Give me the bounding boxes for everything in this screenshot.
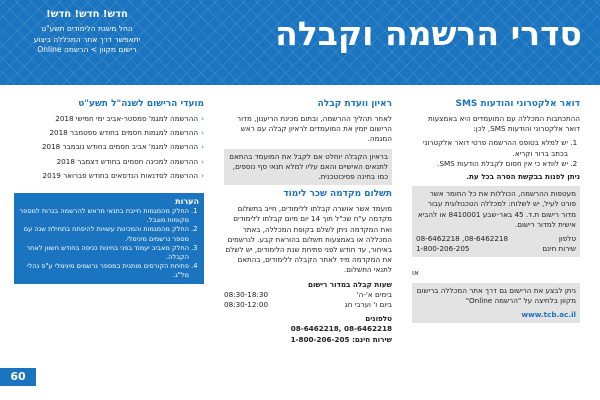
notes-box xyxy=(14,193,204,284)
section-heading-interview: ראיון וועדת קבלה xyxy=(317,99,392,109)
contact-intro: מעטפות ההרשמה, הכוללות את כל החומר אשר פורט לעיל, יש לשלוח: למכללה הטכנולוגית עבור מדור רישום ת.ד. 45 באר-שבע 8410001 או להביא אישית למדור רישום. xyxy=(417,189,576,229)
chevron-left-icon: ‹ xyxy=(201,142,204,152)
email-intro: ההתכתבות המכללה עם המועמדים היא באמצעות דואר אלקטרוני והודעות SMS, לכן: xyxy=(427,114,580,134)
hours-label: ביום ו' וערבי חג xyxy=(344,300,392,310)
contact-box xyxy=(412,186,580,257)
contact-value: 1-800-206-205 xyxy=(416,244,470,254)
section-heading-deposit: תשלום מקדמה שכר לימוד xyxy=(283,189,392,200)
list-item: ‹ההרשמה למגמ' אביב חסמים בחודש נובמבר 2018 xyxy=(41,142,204,152)
list-item: ‹ההרשמה לסדנאות הנדסאים בחודש פברואר 2019 xyxy=(42,170,204,180)
online-text: ניתן לבצע את הרישום גם דרך אתר המכללה ברישום מקוון בלחיצה על "הרשמה Online" xyxy=(416,285,576,305)
chevron-left-icon: ‹ xyxy=(201,114,204,123)
deposit-text: מועמד אשר אושרה קבלתו ללימודים, חייב בתשלום מקדמה ע"ח שכ"ל תוך 14 יום מיום קבלתו ללימודים ואת המקדמה ניתן לשלם בקופת המכללה, באתר המכללה או באמצעות תשלום בהוראת קבע. לנרשמים באיחור, עד חודש לפני פתיחת שנת הלימודים, יש לשלם את המקדמה מיד לאחר הקבלה ללימודים, בהתאם לתנאי התשלום. xyxy=(225,204,392,275)
hours-value: 08:30-12:00 xyxy=(224,300,269,310)
contact-value: 08-6462218 ,08-6462218 xyxy=(416,234,509,244)
website-link[interactable]: www.tcb.ac.il xyxy=(521,310,576,320)
list-item: ‹ההרשמה למגמ' סמסטר-אביב ימי חמישי 2018 xyxy=(55,114,204,123)
column-registration-dates xyxy=(14,98,204,284)
hours-row xyxy=(224,290,392,300)
hours-value: 08:30-18:30 xyxy=(224,289,269,299)
notes-heading: הערות xyxy=(175,197,199,207)
news-line: רישום מקוון > הרשמה Online xyxy=(37,45,137,54)
free-phone: שירות חינם: 1-800-206-205 xyxy=(290,334,392,344)
note-item: 1. החלק מהמגמות חייבת בתנאי מראש להרשמה בגרות למספר מקומות מוגבל. xyxy=(19,207,189,225)
online-box xyxy=(412,283,580,324)
interview-shaded xyxy=(224,149,392,186)
removal-note: ניתן לפנות בבקשת הסרה בכל עת. xyxy=(466,172,580,182)
contact-row xyxy=(416,234,576,244)
contact-row xyxy=(416,244,576,254)
column-interview xyxy=(224,98,392,345)
note-item: 3. החלק מאביב יעמוד בפני בחינות כניסה בחודש חשוון לאחר הקבלה. xyxy=(19,244,189,262)
header-banner xyxy=(0,0,600,85)
chevron-left-icon: ‹ xyxy=(201,128,204,138)
or-label: או xyxy=(412,268,419,278)
dates-list xyxy=(14,114,204,181)
news-line: החל משנת הלימודים תשע"ט xyxy=(41,24,133,33)
notes-list xyxy=(19,207,199,281)
interview-shaded-text: בראיון הקבלה יוחלט אם לקבל את המועמד בהתאם לתנאים האישיים והאם עליו למלא תנאי סף נוספים, כמו בחינה פסיכוטכנית. xyxy=(229,151,388,182)
page-title: סדרי הרשמה וקבלה xyxy=(275,14,582,53)
chevron-left-icon: ‹ xyxy=(201,170,204,180)
list-item: ‹ההרשמה למגמות חסמים בחודש ספטמבר 2018 xyxy=(49,128,204,138)
hours-label: בימים א'-ה' xyxy=(356,289,392,299)
news-heading: חדש! חדש! חדש! xyxy=(46,9,128,20)
news-line: יתאפשר דרך אתר המכללה ביצוע xyxy=(33,34,141,44)
note-item: 2. החלק מהמגמות והמכינות עשויות להיפתח בתחילת שנה עם מספר נרשמים מינימלי. xyxy=(19,225,189,243)
list-item: ‹ההרשמה למכינה חסמים בחודש דצמבר 2018 xyxy=(56,156,204,166)
column-email-sms xyxy=(412,98,580,326)
interview-text: לאחר תהליך ההרשמה, ובתום מכינת הריענון, מדור הרישום יזמין את המועמדים לראיון קבלה עם ראש המגמה. xyxy=(237,114,392,144)
chevron-left-icon: ‹ xyxy=(201,156,204,166)
contact-label: שירות חינם xyxy=(542,244,576,254)
list-item: 1. יש למלא בטופס ההרשמה פרטי דואר אלקטרוני בכתב ברור וקריא. xyxy=(412,138,568,158)
email-list xyxy=(412,138,580,169)
section-heading-email: דואר אלקטרוני והודעות SMS xyxy=(455,99,580,109)
contact-label: טלפון xyxy=(558,234,576,244)
news-box xyxy=(12,8,162,56)
note-item: 4. פתיחת הקורסים מותנית במספר נרשמים מינימלי ע"פ נהלי מל"ג. xyxy=(19,262,189,280)
hours-heading: שעות קבלה במדור רישום xyxy=(307,279,392,289)
phones-heading: טלפונים xyxy=(365,314,392,324)
page-number: 60 xyxy=(0,368,36,386)
hours-row xyxy=(224,300,392,310)
section-heading-dates: מועדי הרישום לשנה"ל תשע"ט xyxy=(78,99,204,109)
list-item: 2. יש לוודא כי אין חסום לקבלת הודעות SMS. xyxy=(412,159,568,169)
phones-value: 08-6462218 ,08-6462218 xyxy=(290,324,392,334)
